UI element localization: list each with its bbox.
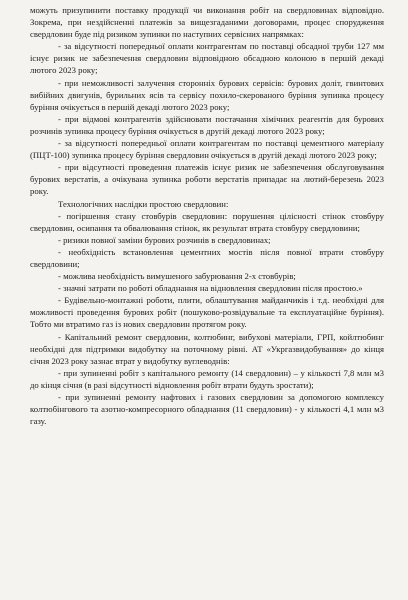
bullet-casing-pipe: - за відсутності попередньої оплати контрагентам по поставці обсадної труби 127 мм існує ризик не забезпечення свердловин відповідною обсадною колоною в першій декаді лютого 2023 року;	[30, 41, 384, 76]
bullet-rig-maintenance: - при відсутності проведення платежів існує ризик не забезпечення обслуговування бурових верстатів, а очікувана зупинка роботи верстатів припадає на лютий-березень 2023 року.	[30, 162, 384, 197]
section-heading-consequences: Технологічних наслідки простою свердловин:	[58, 198, 229, 209]
bullet-chemical-reagents: - при відмові контрагентів здійснювати постачання хімічних реагентів для бурових розчинів зупинка процесу буріння очікується в другій декаді лютого 2023 року;	[30, 113, 384, 136]
bullet-workover: - Капітальний ремонт свердловин, колтюбинг, вибухові матеріали, ГРП, койлтюбинг необхідні для підтримки видобутку на поточному рівні. АТ «Укргазвидобування» до кінця січня 2023 року зазнає втрат у видобутку вуглеводнів:	[30, 331, 384, 366]
bullet-wellbore-condition: - погіршення стану стовбурів свердловин: порушення цілісності стінок стовбуру свердловин, осипання та обвалювання стінок, як результат втрата стовбуру свердловини;	[30, 210, 384, 233]
bullet-drilling-fluids: - ризики повної заміни бурових розчинів в свердловинах;	[58, 234, 271, 245]
bullet-sidetrack: - можлива необхідність вимушеного забурювання 2-х стовбурів;	[58, 271, 296, 282]
bullet-cement-bridges: - необхідність встановлення цементних мостів після повної втрати стовбуру свердловини;	[30, 246, 384, 269]
bullet-capital-repair-loss: - при зупиненні робіт з капітального ремонту (14 свердловин) – у кількості 7,8 млн м3 до кінця січня (в разі відсутності відновлення робіт втрати будуть зростати);	[30, 367, 384, 390]
bullet-restoration-costs: - значні затрати по роботі обладнання на відновлення свердловин після простою.»	[58, 283, 363, 294]
bullet-drilling-services: - при неможливості залучення сторонніх бурових сервісів: бурових доліт, гвинтових вибійних двигунів, бурильних ясів та сервісу похило-скерованого буріння зупинка процесу буріння очікується в першій декаді лютого 2023 року;	[30, 77, 384, 112]
bullet-construction-works: - Будівельно-монтажні роботи, плити, облаштування майданчиків і т.д. необхідні для можливості проведення бурових робіт (пошуково-розвідувальне та експлуатаційне буріння). Тобто ми втратимо газ із нових свердловин протягом року.	[30, 295, 384, 330]
paragraph-intro: можуть призупинити поставку продукції чи виконання робіт на свердловинах відповідно. Зокрема, при нездійсненні платежів за вищезгаданими договорами, процес спорудження свердловин буде під ризиком зупинки по наступних сервісних напрямках:	[30, 5, 384, 40]
bullet-cement-material: - за відсутності попередньої оплати контрагентам по поставці цементного матеріалу (ПЦТ-100) зупинка процесу буріння свердловин очікується в другій декаді лютого 2023 року;	[30, 138, 384, 161]
bullet-coiled-tubing-loss: - при зупиненні ремонту нафтових і газових свердловин за допомогою комплексу колтюбінгового та азотно-компресорного обладнання (11 свердловин) - у кількості 4,1 млн м3 газу.	[30, 392, 384, 427]
